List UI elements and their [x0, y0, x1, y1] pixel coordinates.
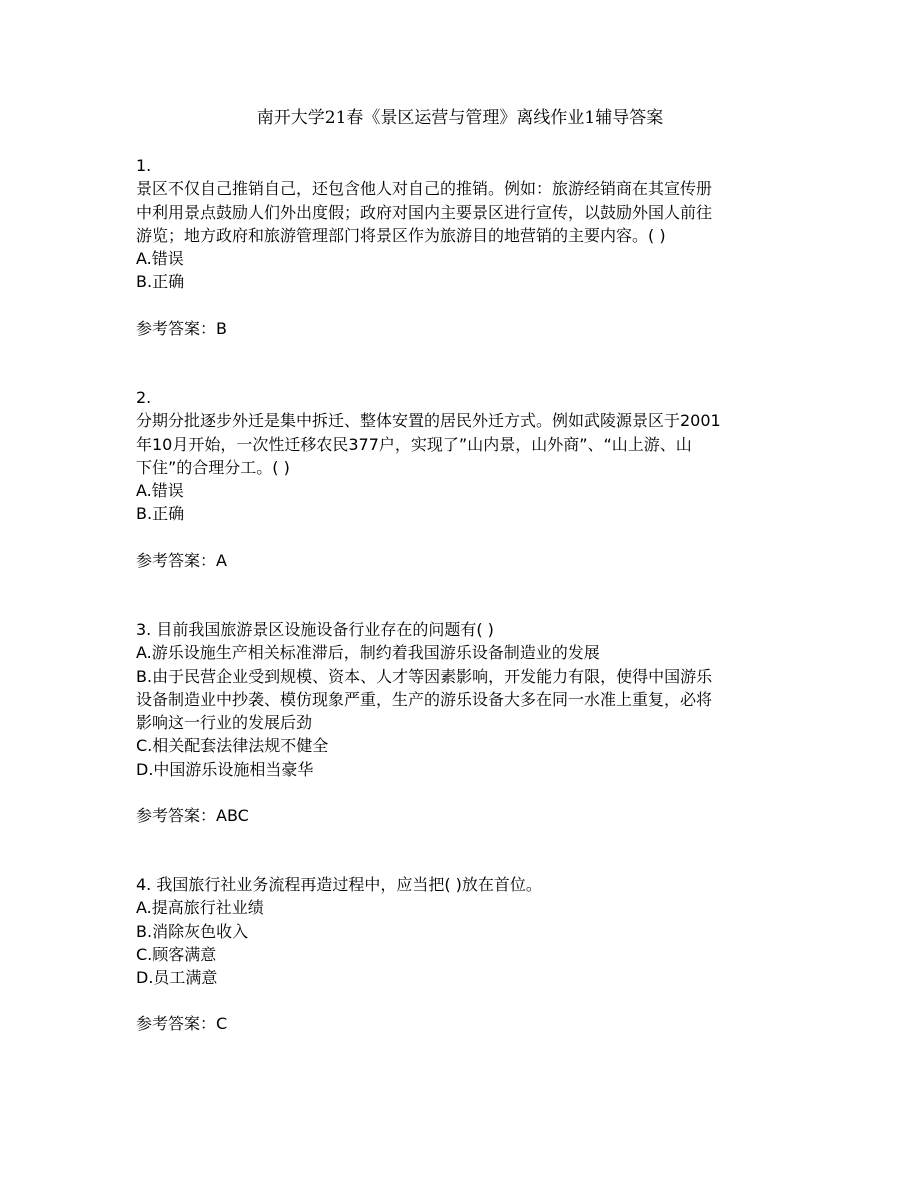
question-1	[136, 154, 796, 340]
question-text-line: 下住”的合理分工。( )	[136, 457, 290, 477]
option-d: D.中国游乐设施相当豪华	[136, 759, 314, 779]
question-text-line: 4. 我国旅行社业务流程再造过程中，应当把( )放在首位。	[136, 875, 542, 894]
option-a: A.提高旅行社业绩	[136, 898, 264, 918]
question-3	[136, 618, 796, 827]
question-text-line: 3. 目前我国旅游景区设施设备行业存在的问题有( )	[136, 620, 494, 639]
question-text-line: 中利用景点鼓励人们外出度假；政府对国内主要景区进行宣传，以鼓励外国人前往	[136, 202, 713, 222]
option-a: A.游乐设施生产相关标准滞后，制约着我国游乐设备制造业的发展	[136, 643, 600, 663]
question-number: 1.	[136, 156, 152, 175]
question-4	[136, 873, 796, 1036]
question-text-line: 景区不仅自己推销自己，还包含他人对自己的推销。例如：旅游经销商在其宣传册	[136, 179, 713, 199]
document-title: 南开大学21春《景区运营与管理》离线作业1辅导答案	[256, 108, 664, 128]
option-b: B.正确	[136, 504, 185, 524]
question-2	[136, 386, 796, 572]
question-text-line: 年10月开始，一次性迁移农民377户，实现了”山内景，山外商”、“山上游、山	[136, 434, 692, 454]
question-number: 2.	[136, 388, 152, 407]
option-a: A.错误	[136, 249, 184, 269]
reference-answer: 参考答案：C	[136, 1014, 228, 1034]
option-b-continued: 设备制造业中抄袭、模仿现象严重，生产的游乐设备大多在同一水准上重复，必将	[136, 689, 713, 709]
option-b: B.正确	[136, 272, 185, 292]
reference-answer: 参考答案：B	[136, 318, 227, 338]
question-text-line: 分期分批逐步外迁是集中拆迁、整体安置的居民外迁方式。例如武陵源景区于2001	[136, 411, 721, 431]
option-b: B.消除灰色收入	[136, 921, 249, 941]
option-a: A.错误	[136, 481, 184, 501]
option-d: D.员工满意	[136, 968, 218, 988]
reference-answer: 参考答案：ABC	[136, 806, 249, 826]
option-b-continued: 影响这一行业的发展后劲	[136, 713, 313, 733]
option-c: C.顾客满意	[136, 944, 217, 964]
question-text-line: 游览；地方政府和旅游管理部门将景区作为旅游目的地营销的主要内容。( )	[136, 225, 666, 245]
reference-answer: 参考答案：A	[136, 550, 227, 570]
option-b: B.由于民营企业受到规模、资本、人才等因素影响，开发能力有限，使得中国游乐	[136, 666, 713, 686]
option-c: C.相关配套法律法规不健全	[136, 736, 329, 756]
